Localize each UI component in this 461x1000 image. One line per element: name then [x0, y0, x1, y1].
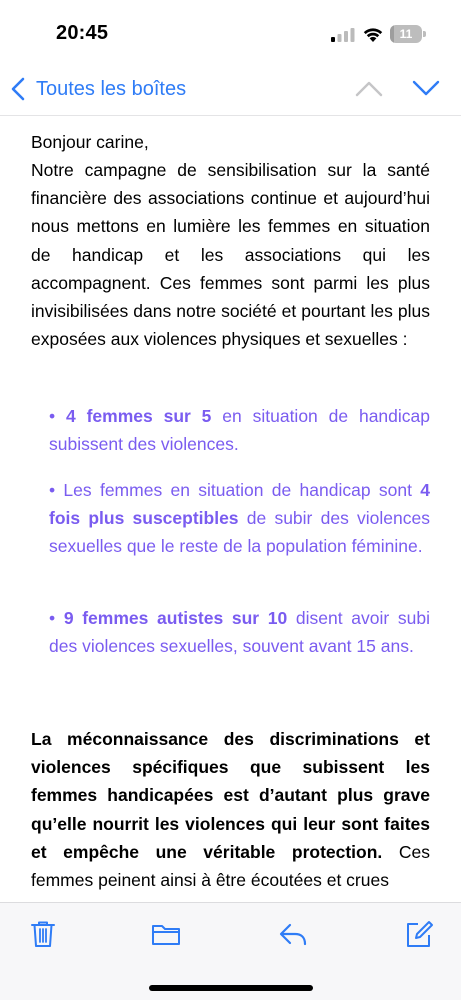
bullet-item: • 4 femmes sur 5 en situation de handicap subissent des violences.	[49, 406, 430, 455]
bottom-toolbar	[0, 902, 461, 1000]
chevron-left-icon	[10, 77, 26, 101]
folder-icon[interactable]	[151, 919, 181, 949]
reply-icon[interactable]	[278, 919, 308, 949]
bullet-item: • Les femmes en situation de handicap sont 4 fois plus susceptibles de subir des violences sexuelles que le reste de la population féminine.	[49, 480, 430, 557]
intro-paragraph: Notre campagne de sensibilisation sur la santé financière des associations continue et aujourd’hui nous mettons en lumière les femmes en situation de handicap et les associations qui les accompagnent. Ces femmes sont parmi les plus invisibilisées dans notre société et pourtant les plus exposées aux violences physiques et sexuelles :	[31, 160, 430, 350]
bullet-highlight: 9 femmes autistes sur 10	[63, 608, 288, 628]
bullet-highlight: 4 fois plus susceptibles	[49, 480, 430, 529]
cellular-signal-icon	[331, 28, 355, 42]
status-bar	[0, 0, 461, 62]
wifi-icon	[362, 25, 384, 43]
trash-icon[interactable]	[28, 919, 58, 949]
compose-icon[interactable]	[404, 919, 434, 949]
greeting-text: Bonjour carine,	[31, 132, 149, 152]
message-body[interactable]	[0, 116, 461, 902]
bullet-item: • 9 femmes autistes sur 10 disent avoir subi des violences sexuelles, souvent avant 15 ans.	[49, 608, 430, 657]
battery-icon	[390, 25, 426, 43]
previous-message-button[interactable]	[355, 78, 383, 98]
closing-paragraph	[31, 725, 430, 894]
mail-nav-bar	[0, 62, 461, 116]
closing-rest-text: Ces femmes peinent ainsi à être écoutées et crues	[31, 841, 431, 891]
bullet-highlight: 4 femmes sur 5	[66, 406, 212, 426]
back-label: Toutes les boîtes	[36, 77, 187, 100]
home-indicator	[149, 985, 313, 991]
back-to-mailboxes-button[interactable]	[10, 74, 186, 104]
closing-bold-text: La méconnaissance des discriminations et violences spécifiques que subissent les femmes handicapées est d’autant plus grave qu’elle nourrit les violences qui leur sont faites et empêche une véritable protection.	[31, 729, 430, 862]
status-time: 20:45	[56, 22, 109, 44]
battery-level: 11	[399, 27, 413, 41]
next-message-button[interactable]	[412, 78, 440, 98]
